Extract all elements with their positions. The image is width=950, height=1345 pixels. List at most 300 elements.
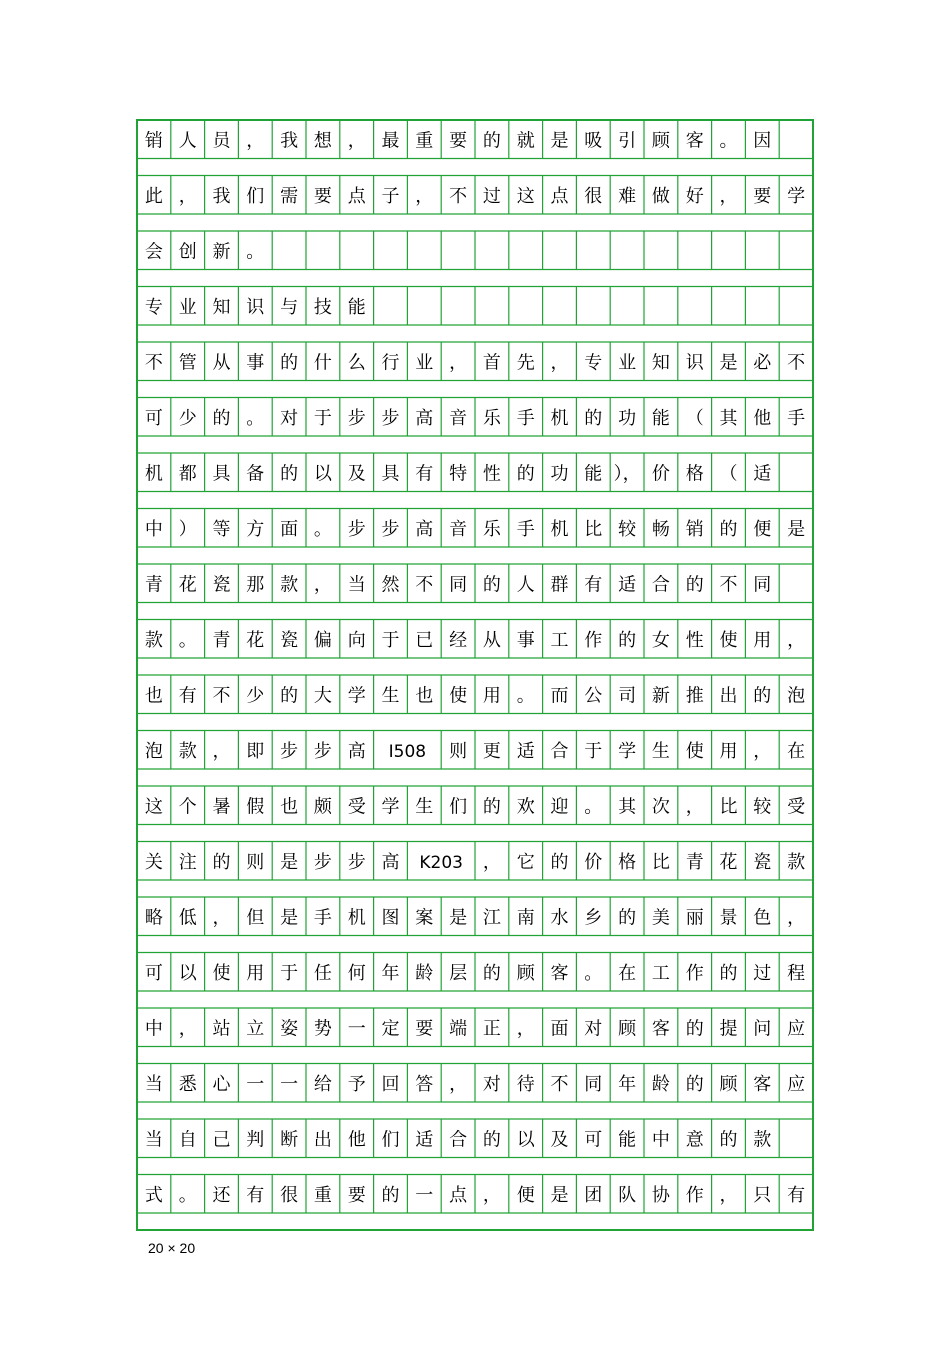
grid-row	[137, 1175, 813, 1214]
grid-character: 专	[584, 352, 603, 374]
grid-character: 少	[246, 685, 265, 707]
grid-character: 能	[584, 463, 603, 485]
grid-character: 的	[482, 1129, 501, 1151]
grid-character: 顾	[719, 1073, 738, 1095]
grid-character: ）	[178, 518, 197, 540]
grid-character: 适	[415, 1129, 434, 1151]
grid-character: 一	[280, 1073, 299, 1095]
grid-row	[137, 675, 813, 714]
grid-row	[137, 176, 813, 215]
grid-character: 当	[347, 574, 366, 596]
grid-character: 的	[618, 907, 637, 929]
grid-row	[137, 1119, 813, 1158]
grid-character: 同	[449, 574, 468, 596]
grid-character: 推	[685, 685, 704, 707]
grid-character: 定	[381, 1018, 400, 1040]
grid-character: 对	[482, 1073, 501, 1095]
grid-character: 龄	[415, 962, 434, 984]
grid-character: 瓷	[212, 574, 231, 596]
grid-character: 的	[685, 1018, 704, 1040]
grid-character: 。	[584, 962, 603, 984]
grid-row	[137, 453, 813, 492]
grid-character: 比	[651, 851, 670, 873]
grid-character: 顾	[618, 1018, 637, 1040]
grid-character: 正	[482, 1018, 501, 1040]
grid-character: 步	[313, 740, 332, 762]
grid-character: 于	[280, 962, 299, 984]
grid-character: 引	[618, 130, 637, 152]
grid-character: 机	[144, 463, 163, 485]
grid-character: 案	[415, 907, 434, 929]
grid-character: 款	[753, 1129, 772, 1151]
grid-character: 任	[313, 962, 332, 984]
grid-character: 能	[651, 407, 670, 429]
grid-character: ，	[415, 185, 434, 207]
grid-character: 管	[178, 352, 197, 374]
grid-character: 。	[178, 629, 197, 651]
grid-character: 式	[144, 1184, 163, 1206]
grid-character: 吸	[584, 130, 603, 152]
grid-character: 有	[178, 685, 197, 707]
grid-character: 面	[280, 518, 299, 540]
grid-character: 生	[381, 685, 400, 707]
grid-character: 会	[144, 241, 163, 263]
grid-character: 作	[685, 1184, 704, 1206]
grid-character: （	[719, 463, 738, 485]
grid-character: 司	[618, 685, 637, 707]
grid-character: 一	[415, 1184, 434, 1206]
grid-character: 的	[212, 407, 231, 429]
grid-character: 然	[381, 574, 400, 596]
grid-character: 姿	[280, 1018, 299, 1040]
grid-character: 向	[347, 629, 366, 651]
grid-character: 不	[787, 352, 806, 374]
grid-character: 意	[685, 1129, 704, 1151]
grid-character: 断	[280, 1129, 299, 1151]
grid-character: 技	[313, 296, 332, 318]
grid-character: 出	[719, 685, 738, 707]
grid-character: 销	[144, 130, 163, 152]
grid-character: 不	[449, 185, 468, 207]
grid-character: 点	[449, 1184, 468, 1206]
grid-character: 顾	[651, 130, 670, 152]
grid-character: 顾	[516, 962, 535, 984]
grid-character: 也	[144, 685, 163, 707]
grid-character: 步	[280, 740, 299, 762]
grid-character: 业	[415, 352, 434, 374]
grid-character: 以	[313, 463, 332, 485]
grid-character: 步	[347, 407, 366, 429]
grid-character: 而	[550, 685, 569, 707]
grid-character: 的	[280, 463, 299, 485]
grid-character: 不	[550, 1073, 569, 1095]
grid-character: 同	[753, 574, 772, 596]
grid-character: 南	[516, 907, 535, 929]
grid-character: 其	[719, 407, 738, 429]
grid-character: 重	[313, 1184, 332, 1206]
grid-character: 己	[212, 1129, 231, 1151]
grid-character: 受	[787, 796, 806, 818]
grid-character: 当	[144, 1129, 163, 1151]
grid-row	[137, 620, 813, 659]
grid-character: 做	[651, 185, 670, 207]
grid-character: 们	[246, 185, 265, 207]
grid-character: 机	[550, 518, 569, 540]
grid-row	[137, 786, 813, 825]
grid-character: 识	[685, 352, 704, 374]
grid-character: 格	[685, 463, 704, 485]
grid-character: I508	[388, 741, 427, 762]
grid-character: ，	[212, 740, 231, 762]
grid-character: 端	[449, 1018, 468, 1040]
grid-character: 站	[212, 1018, 231, 1040]
grid-character: 使	[719, 629, 738, 651]
grid-character: 的	[280, 685, 299, 707]
grid-character: 创	[178, 241, 197, 263]
grid-character: 适	[516, 740, 535, 762]
grid-character: 的	[280, 352, 299, 374]
grid-character: 过	[753, 962, 772, 984]
grid-character: 款	[280, 574, 299, 596]
grid-character: 对	[280, 407, 299, 429]
grid-character: 作	[584, 629, 603, 651]
grid-character: 在	[787, 740, 806, 762]
grid-character: 提	[719, 1018, 738, 1040]
grid-character: 瓷	[753, 851, 772, 873]
grid-character: 的	[685, 574, 704, 596]
grid-character: 学	[347, 685, 366, 707]
grid-character: 已	[415, 629, 434, 651]
grid-character: 音	[449, 518, 468, 540]
grid-character: 价	[651, 463, 670, 485]
grid-character: 女	[651, 629, 670, 651]
grid-character: 用	[246, 962, 265, 984]
grid-character: 使	[685, 740, 704, 762]
grid-character: 要	[753, 185, 772, 207]
grid-character: 音	[449, 407, 468, 429]
grid-row	[137, 342, 813, 381]
grid-character: 较	[753, 796, 772, 818]
grid-character: ，	[246, 130, 265, 152]
grid-character: 能	[618, 1129, 637, 1151]
grid-character: 不	[212, 685, 231, 707]
grid-character: 这	[144, 796, 163, 818]
grid-character: 要	[415, 1018, 434, 1040]
grid-character: 重	[415, 130, 434, 152]
grid-character: 注	[178, 851, 197, 873]
grid-character: 么	[347, 352, 366, 374]
grid-character: 低	[178, 907, 197, 929]
grid-character: 他	[347, 1129, 366, 1151]
grid-character: 还	[212, 1184, 231, 1206]
grid-character: 款	[144, 629, 163, 651]
grid-character: 机	[550, 407, 569, 429]
grid-character: 必	[753, 352, 772, 374]
grid-character: 于	[313, 407, 332, 429]
grid-character: 的	[685, 1073, 704, 1095]
grid-character: 一	[246, 1073, 265, 1095]
grid-character: 高	[415, 518, 434, 540]
grid-character: 欢	[516, 796, 535, 818]
grid-character: 具	[381, 463, 400, 485]
grid-character: 泡	[144, 740, 163, 762]
grid-row	[137, 897, 813, 936]
grid-character: 也	[415, 685, 434, 707]
grid-character: 及	[347, 463, 366, 485]
grid-character: 受	[347, 796, 366, 818]
grid-character: 泡	[787, 685, 806, 707]
grid-character: 次	[651, 796, 670, 818]
grid-character: 关	[144, 851, 163, 873]
grid-character: 性	[482, 463, 501, 485]
grid-character: 年	[381, 962, 400, 984]
grid-character: 人	[178, 130, 197, 152]
grid-character: 以	[516, 1129, 535, 1151]
grid-character: 合	[449, 1129, 468, 1151]
grid-character: 其	[618, 796, 637, 818]
grid-character: 手	[516, 407, 535, 429]
grid-character: 步	[347, 851, 366, 873]
grid-row	[137, 231, 813, 270]
grid-character: 以	[178, 962, 197, 984]
grid-character: 少	[178, 407, 197, 429]
grid-character: 客	[685, 130, 704, 152]
grid-character: 客	[651, 1018, 670, 1040]
grid-character: 专	[144, 296, 163, 318]
grid-character: 首	[482, 352, 501, 374]
grid-character: 及	[550, 1129, 569, 1151]
grid-character: 待	[516, 1073, 535, 1095]
grid-character: 他	[753, 407, 772, 429]
grid-character: 步	[381, 518, 400, 540]
grid-character: 队	[618, 1184, 637, 1206]
grid-character: 要	[313, 185, 332, 207]
grid-character: 。	[584, 796, 603, 818]
grid-character: 知	[212, 296, 231, 318]
grid-character: 心	[212, 1073, 231, 1095]
grid-character: 高	[347, 740, 366, 762]
grid-character: 要	[449, 130, 468, 152]
grid-character: 功	[550, 463, 569, 485]
grid-character: 手	[313, 907, 332, 929]
grid-character: 大	[313, 685, 332, 707]
grid-character: 作	[685, 962, 704, 984]
grid-row	[137, 398, 813, 437]
grid-character: ，	[719, 185, 738, 207]
grid-character: 性	[685, 629, 704, 651]
grid-character: 面	[550, 1018, 569, 1040]
grid-character: 我	[212, 185, 231, 207]
grid-character: 势	[313, 1018, 332, 1040]
grid-character: 乐	[482, 518, 501, 540]
grid-row	[137, 509, 813, 548]
grid-character: 中	[651, 1129, 670, 1151]
grid-character: ，	[178, 1018, 197, 1040]
grid-character: 过	[482, 185, 501, 207]
grid-character: 即	[246, 740, 265, 762]
grid-character: 与	[280, 296, 299, 318]
grid-character: 畅	[651, 518, 670, 540]
grid-row	[137, 1008, 813, 1047]
grid-character: 那	[246, 574, 265, 596]
grid-character: ，	[212, 907, 231, 929]
grid-character: 于	[584, 740, 603, 762]
grid-character: 是	[719, 352, 738, 374]
grid-character: 。	[178, 1184, 197, 1206]
grid-character: ），	[613, 463, 641, 485]
grid-row	[137, 731, 813, 770]
grid-character: 款	[178, 740, 197, 762]
grid-character: 层	[449, 962, 468, 984]
grid-character: 公	[584, 685, 603, 707]
grid-character: 我	[280, 130, 299, 152]
grid-character: 龄	[651, 1073, 670, 1095]
grid-character: 需	[280, 185, 299, 207]
grid-character: 花	[246, 629, 265, 651]
grid-character: 格	[618, 851, 637, 873]
grid-character: 水	[550, 907, 569, 929]
grid-character: 图	[381, 907, 400, 929]
grid-character: 这	[516, 185, 535, 207]
grid-character: 是	[787, 518, 806, 540]
grid-character: 行	[381, 352, 400, 374]
grid-character: 的	[482, 962, 501, 984]
grid-character: 都	[178, 463, 197, 485]
grid-character: 用	[719, 740, 738, 762]
grid-character: 事	[246, 352, 265, 374]
grid-character: 机	[347, 907, 366, 929]
grid-character: 出	[313, 1129, 332, 1151]
grid-character: 青	[144, 574, 163, 596]
grid-character: ，	[482, 851, 501, 873]
grid-character: ，	[449, 352, 468, 374]
grid-character: 但	[246, 907, 265, 929]
grid-character: 先	[516, 352, 535, 374]
grid-character: 使	[449, 685, 468, 707]
grid-row	[137, 842, 813, 881]
grid-character: 款	[787, 851, 806, 873]
grid-character: 新	[212, 241, 231, 263]
grid-character: 员	[212, 130, 231, 152]
grid-character: ，	[787, 907, 806, 929]
grid-character: 是	[280, 851, 299, 873]
grid-character: 协	[651, 1184, 670, 1206]
grid-character: 的	[482, 574, 501, 596]
grid-character: 步	[381, 407, 400, 429]
grid-character: 功	[618, 407, 637, 429]
grid-character: 的	[618, 629, 637, 651]
grid-character: 年	[618, 1073, 637, 1095]
grid-character: 的	[550, 851, 569, 873]
grid-character: 点	[347, 185, 366, 207]
grid-character: 高	[415, 407, 434, 429]
grid-character: 很	[280, 1184, 299, 1206]
grid-character: 用	[753, 629, 772, 651]
grid-character: 业	[178, 296, 197, 318]
grid-character: 学	[618, 740, 637, 762]
grid-character: 是	[449, 907, 468, 929]
grid-character: 子	[381, 185, 400, 207]
grid-character: 色	[753, 907, 772, 929]
grid-character: ，	[516, 1018, 535, 1040]
grid-character: 能	[347, 296, 366, 318]
grid-character: 使	[212, 962, 231, 984]
grid-character: 的	[212, 851, 231, 873]
grid-character: 特	[449, 463, 468, 485]
grid-character: 青	[685, 851, 704, 873]
grid-character: 好	[685, 185, 704, 207]
grid-character: 手	[787, 407, 806, 429]
grid-character: 当	[144, 1073, 163, 1095]
grid-character: 是	[550, 130, 569, 152]
grid-character: 的	[584, 407, 603, 429]
grid-character: 颇	[313, 796, 332, 818]
grid-character: 丽	[685, 907, 704, 929]
grid-character: K203	[419, 852, 464, 873]
grid-character: 不	[144, 352, 163, 374]
grid-character: 用	[482, 685, 501, 707]
grid-character: 花	[178, 574, 197, 596]
grid-character: 经	[449, 629, 468, 651]
grid-character: 销	[685, 518, 704, 540]
grid-character: 就	[516, 130, 535, 152]
grid-character: 人	[516, 574, 535, 596]
grid-character: 工	[651, 962, 670, 984]
grid-character: 乡	[584, 907, 603, 929]
grid-character: 偏	[313, 629, 332, 651]
grid-character: 应	[787, 1073, 806, 1095]
grid-character: 暑	[212, 796, 231, 818]
grid-character: 群	[550, 574, 569, 596]
grid-character: 可	[584, 1129, 603, 1151]
grid-character: 从	[482, 629, 501, 651]
grid-character: 中	[144, 1018, 163, 1040]
grid-character: 有	[787, 1184, 806, 1206]
grid-character: 则	[449, 740, 468, 762]
grid-character: 适	[618, 574, 637, 596]
grid-character: 因	[753, 130, 772, 152]
grid-character: ，	[347, 130, 366, 152]
grid-size-label: 20 × 20	[148, 1240, 196, 1256]
grid-character: 业	[618, 352, 637, 374]
grid-character: 于	[381, 629, 400, 651]
grid-character: 略	[144, 907, 163, 929]
grid-character: 应	[787, 1018, 806, 1040]
grid-character: 适	[753, 463, 772, 485]
grid-character: 事	[516, 629, 535, 651]
grid-character: 从	[212, 352, 231, 374]
grid-character: ，	[178, 185, 197, 207]
grid-character: 。	[246, 407, 265, 429]
grid-character: 比	[584, 518, 603, 540]
grid-character: 步	[313, 851, 332, 873]
grid-character: 青	[212, 629, 231, 651]
grid-character: 的	[516, 463, 535, 485]
grid-character: 则	[246, 851, 265, 873]
grid-character: 程	[787, 962, 806, 984]
grid-character: 答	[415, 1073, 434, 1095]
grid-character: 自	[178, 1129, 197, 1151]
grid-character: 是	[550, 1184, 569, 1206]
grid-character: 假	[246, 796, 265, 818]
grid-character: 什	[313, 352, 332, 374]
grid-character: 有	[415, 463, 434, 485]
grid-character: 知	[651, 352, 670, 374]
grid-character: 一	[347, 1018, 366, 1040]
grid-character: ，	[685, 796, 704, 818]
grid-character: 备	[246, 463, 265, 485]
grid-character: 中	[144, 518, 163, 540]
